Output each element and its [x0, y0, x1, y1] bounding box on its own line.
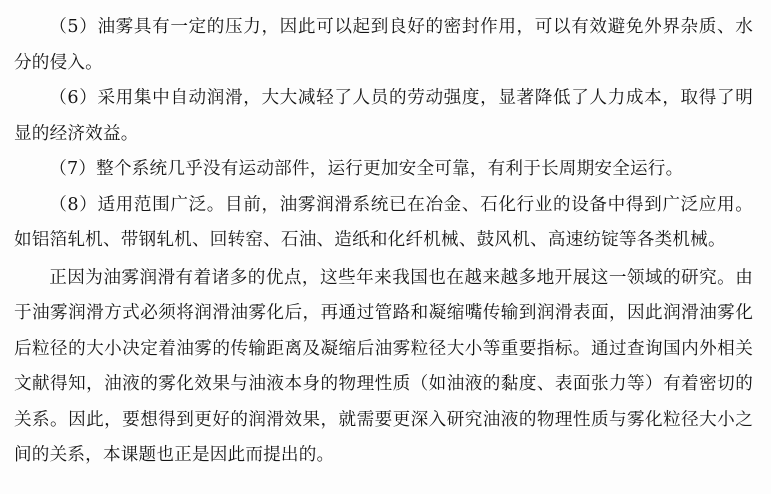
paragraph-item-6: （6）采用集中自动润滑，大大减轻了人员的劳动强度，显著降低了人力成本，取得了明显的经济效益。 [14, 88, 753, 144]
paragraph-item-8: （8）适用范围广泛。目前，油雾润滑系统已在冶金、石化行业的设备中得到广泛应用。如铝箔轧机、带钢轧机、回转窑、石油、造纸和化纤机械、鼓风机、高速纺锭等各类机械。 [14, 194, 753, 250]
paragraph-item-5: （5）油雾具有一定的压力，因此可以起到良好的密封作用，可以有效避免外界杂质、水分的侵入。 [14, 17, 753, 73]
paragraph-item-7: （7）整个系统几乎没有运动部件，运行更加安全可靠，有利于长周期安全运行。 [49, 159, 684, 179]
paragraph-body-1: 正因为油雾润滑有着诸多的优点，这些年来我国也在越来越多地开展这一领域的研究。由于油雾润滑方式必须将润滑油雾化后，再通过管路和凝缩嘴传输到润滑表面，因此润滑油雾化后粒径的大小决定着油雾的传输距离及凝缩后油雾粒径大小等重要指标。通过查询国内外相关文献得知，油液的雾化效果与油液本身的物理性质（如油液的黏度、表面张力等）有着密切的关系。因此，要想得到更好的润滑效果，就需要更深入研究油液的物理性质与雾化粒径大小之间的关系，本课题也正是因此而提出的。 [14, 267, 753, 465]
